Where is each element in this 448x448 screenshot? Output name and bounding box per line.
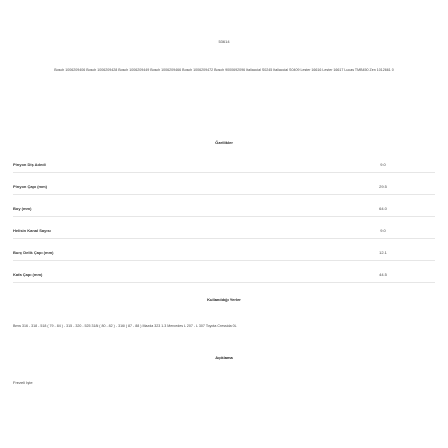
specs-section-title: Özellikler [215, 140, 233, 145]
description-text: Frezeli Işte [13, 380, 33, 385]
spec-row-head-diameter [13, 260, 435, 283]
cross-reference-list: Bosch 1006209406 Bosch 1006209428 Bosch 1006209449 Bosch 1006209466 Bosch 1006209472 Bosch 9000692096 Italiaccial S0245 Italiaccial S0409 Lester 16616 Lester 16617 Lucas TMB450 Zen 1012661 0 [54, 68, 394, 72]
product-code: 53614 [218, 39, 230, 44]
spec-value: 12.1 [379, 250, 387, 255]
spec-label: Boy (mm) [13, 206, 32, 211]
spec-value: 29.5 [379, 184, 387, 189]
spec-row-helix-channels [13, 216, 435, 239]
spec-label: Helisin Kanal Sayısı [13, 228, 51, 233]
spec-row-pinion-teeth [13, 150, 435, 173]
vehicles-section-title: Kullanıldığı Yerler [207, 297, 241, 302]
spec-row-pinion-diameter [13, 172, 435, 195]
spec-value: 44.5 [379, 272, 387, 277]
spec-label: Kafa Çapı (mm) [13, 272, 43, 277]
spec-value: 64.0 [379, 206, 387, 211]
spec-row-length [13, 194, 435, 217]
spec-label: Burç Delik Çapı (mm) [13, 250, 54, 255]
spec-value: 9.0 [380, 228, 386, 233]
spec-row-bushing-bore [13, 238, 435, 261]
spec-label: Pinyon Diş Adedi [13, 162, 46, 167]
vehicle-compatibility-text: Bmw 316 - 318 - 518 ( 79 - 84 ) - 315 - 320 - 525 318i ( 80 - 82 ) - 316i ( 87 - 88 ) Mazda 323 1.3 Mercedes L 207 - L 307 Toyota Cressida 0L [13, 324, 237, 328]
spec-label: Pinyon Çapı (mm) [13, 184, 48, 189]
description-section-title: Açıklama [215, 355, 233, 360]
spec-value: 9.0 [380, 162, 386, 167]
